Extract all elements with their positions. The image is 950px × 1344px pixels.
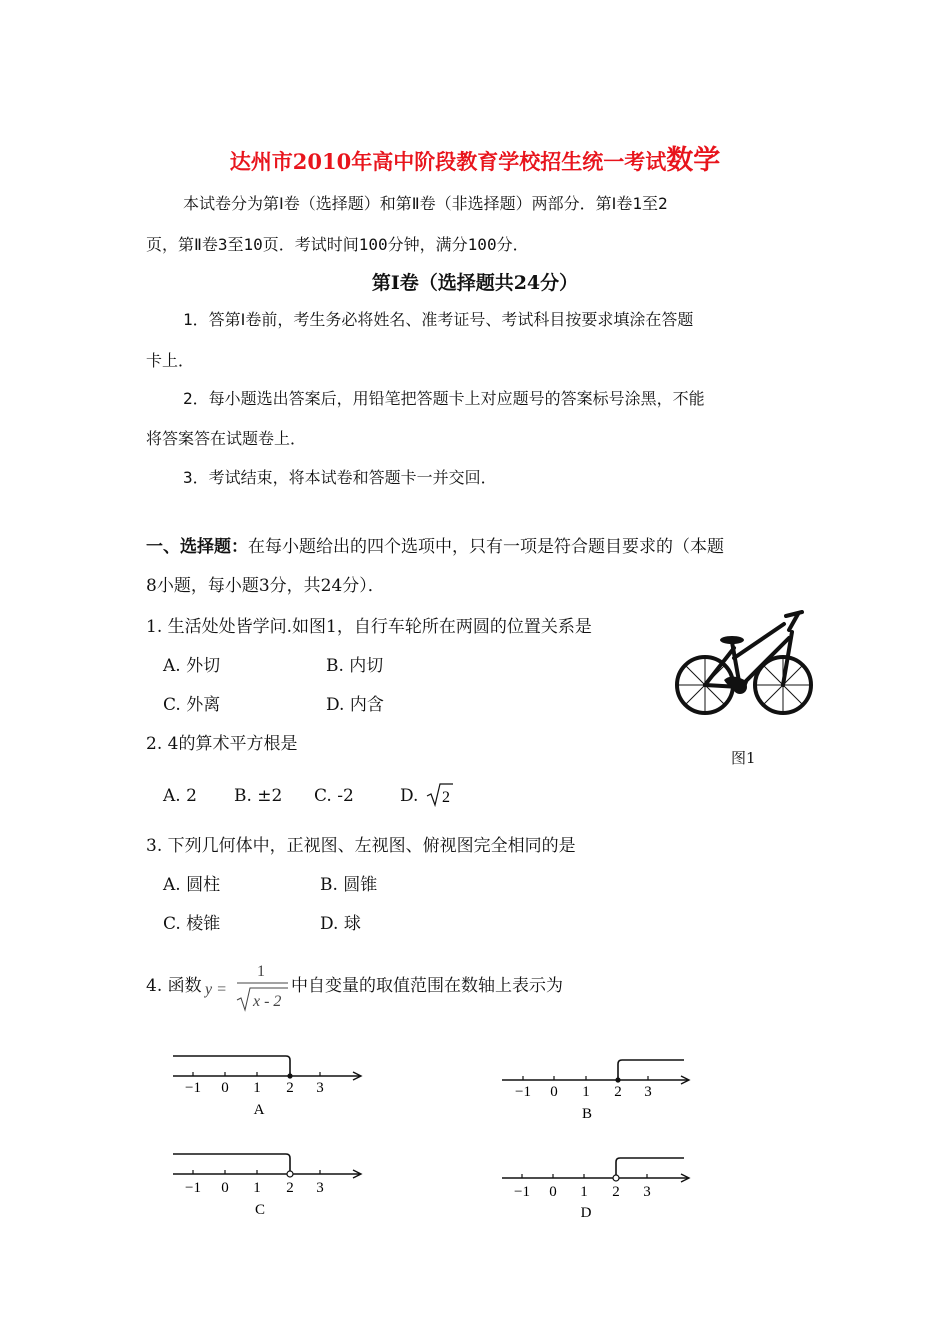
- option-label: D: [580, 1205, 592, 1221]
- bicycle-figure: [672, 610, 814, 728]
- sqrt-radicand: 2: [442, 789, 450, 806]
- title-subject: 数学: [666, 145, 721, 176]
- tick-label: 2: [614, 1084, 622, 1100]
- q2-option-d: D.: [400, 786, 419, 806]
- q1-option-d: D. 内含: [326, 695, 384, 715]
- page-title: [0, 138, 950, 177]
- tick-label: 0: [549, 1184, 557, 1200]
- q4-stem-suffix: 中自变量的取值范围在数轴上表示为: [291, 976, 563, 996]
- title-main: 达州市2010年高中阶段教育学校招生统一考试: [229, 149, 667, 174]
- q2-option-b: B. ±2: [234, 786, 283, 806]
- hollow-endpoint: [287, 1171, 293, 1177]
- q3-option-c: C. 棱锥: [163, 914, 221, 934]
- note-3-line-1: 3．考试结束，将本试卷和答题卡一并交回．: [183, 468, 497, 487]
- q1-stem: 1. 生活处处皆学问.如图1，自行车轮所在两圆的位置关系是: [146, 617, 592, 637]
- tick-label: 3: [644, 1084, 652, 1100]
- tick-label: −1: [185, 1080, 201, 1096]
- note-1-line-2: 卡上．: [146, 351, 195, 370]
- q3-stem: 3. 下列几何体中，正视图、左视图、俯视图完全相同的是: [146, 836, 576, 856]
- part-1-desc-1: 在每小题给出的四个选项中，只有一项是符合题目要求的（本题: [248, 537, 724, 557]
- intro-line-1: 本试卷分为第Ⅰ卷（选择题）和第Ⅱ卷（非选择题）两部分．第Ⅰ卷1至2: [183, 194, 668, 213]
- note-2-line-1: 2．每小题选出答案后，用铅笔把答题卡上对应题号的答案标号涂黑，不能: [183, 389, 705, 408]
- chain-guard: [724, 676, 748, 692]
- option-label: A: [253, 1102, 265, 1118]
- part-1-desc-line-2: 8小题，每小题3分，共24分）．: [146, 576, 385, 596]
- tick-label: 2: [612, 1184, 620, 1200]
- solution-ray: [173, 1154, 290, 1171]
- q2-option-a: A. 2: [163, 786, 197, 806]
- option-label: C: [254, 1202, 266, 1218]
- q1-option-c: C. 外离: [163, 695, 221, 715]
- number-line-a: [165, 1048, 370, 1120]
- tick-label: 3: [643, 1184, 651, 1200]
- q2-stem: 2. 4的算术平方根是: [146, 734, 298, 754]
- q4-stem-prefix: 4. 函数: [146, 976, 202, 996]
- function-y-equals: y =: [205, 981, 227, 998]
- figure-1-caption: 图1: [731, 749, 756, 767]
- tick-label: 3: [316, 1180, 324, 1196]
- number-line-c: [165, 1146, 370, 1220]
- q3-option-d: D. 球: [320, 914, 361, 934]
- tick-label: −1: [185, 1180, 201, 1196]
- function-expression: [204, 958, 290, 1014]
- intro-line-2: 页，第Ⅱ卷3至10页．考试时间100分钟，满分100分．: [146, 235, 529, 254]
- fraction-radicand: x - 2: [253, 993, 282, 1010]
- tick-label: 0: [221, 1180, 229, 1196]
- part-1-desc-line-1: [146, 537, 724, 557]
- solution-ray: [616, 1158, 684, 1175]
- option-label: B: [581, 1106, 593, 1122]
- q3-option-b: B. 圆锥: [320, 875, 378, 895]
- fraction-numerator: 1: [257, 963, 265, 980]
- tick-label: 0: [550, 1084, 558, 1100]
- section-1-title: 第Ⅰ卷（选择题共24分）: [371, 272, 579, 294]
- note-1-line-1: 1．答第Ⅰ卷前，考生务必将姓名、准考证号、考试科目按要求填涂在答题: [183, 310, 694, 329]
- tick-label: 2: [286, 1180, 294, 1196]
- tick-label: −1: [515, 1084, 531, 1100]
- tick-label: −1: [514, 1184, 530, 1200]
- tick-label: 1: [253, 1180, 261, 1196]
- tick-label: 0: [221, 1080, 229, 1096]
- number-line-d: [498, 1154, 698, 1224]
- number-line-b: [498, 1056, 698, 1126]
- solution-ray: [618, 1060, 684, 1080]
- q2-option-c: C. -2: [314, 786, 354, 806]
- sqrt-two-expression: [425, 780, 455, 808]
- tick-label: 2: [286, 1080, 294, 1096]
- tick-label: 1: [580, 1184, 588, 1200]
- down-tube: [740, 638, 789, 687]
- part-1-heading: 一、选择题：: [146, 537, 248, 557]
- hollow-endpoint: [613, 1175, 619, 1181]
- saddle: [720, 636, 744, 644]
- handlebar: [786, 612, 802, 616]
- q1-option-b: B. 内切: [326, 656, 384, 676]
- note-2-line-2: 将答案答在试题卷上．: [146, 429, 307, 448]
- tick-label: 3: [316, 1080, 324, 1096]
- tick-label: 1: [582, 1084, 590, 1100]
- tick-label: 1: [253, 1080, 261, 1096]
- q3-option-a: A. 圆柱: [163, 875, 221, 895]
- solution-ray: [173, 1056, 290, 1076]
- q1-option-a: A. 外切: [163, 656, 221, 676]
